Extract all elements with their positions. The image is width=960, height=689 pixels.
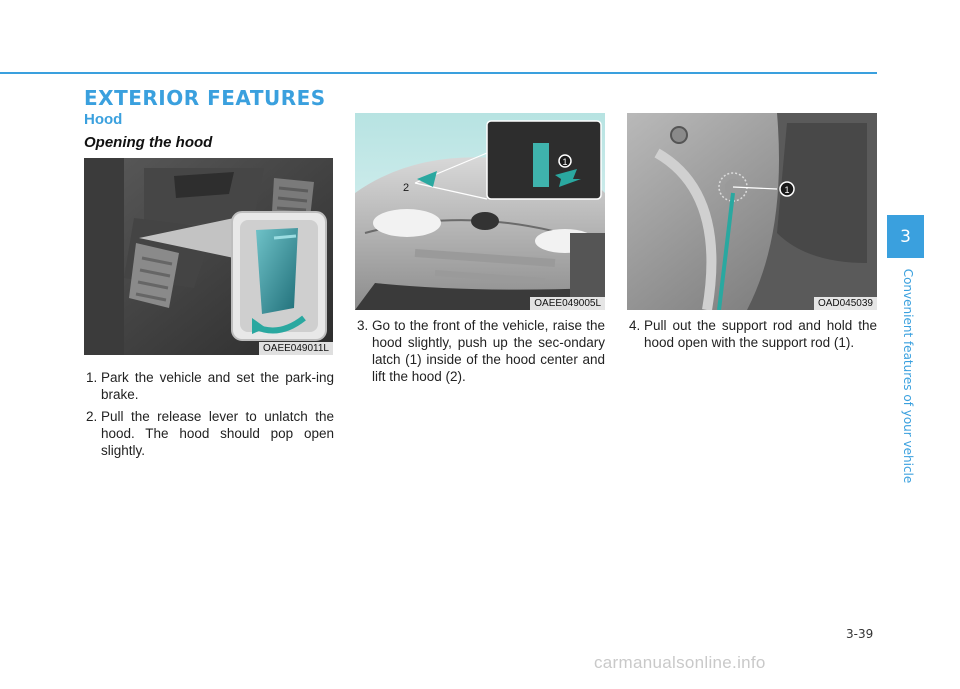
step-item	[629, 317, 877, 351]
callout-1: 1	[784, 185, 790, 195]
steps-column-1	[86, 369, 334, 464]
figure-code: OAEE049005L	[530, 297, 605, 310]
step-text: Pull the release lever to unlatch the hood. The hood should pop open slightly.	[101, 409, 334, 458]
figure-code: OAD045039	[814, 297, 877, 310]
step-item	[86, 369, 334, 403]
step-item	[86, 408, 334, 459]
callout-1: 1	[562, 157, 568, 167]
step-number: 2.	[86, 409, 98, 424]
callout-2: 2	[403, 182, 410, 194]
step-text: Park the vehicle and set the park-ing brake.	[101, 370, 334, 402]
step-text: Go to the front of the vehicle, raise the hood slightly, push up the sec-ondary latch (1) inside of the hood center and lift the hood (2).	[372, 318, 605, 384]
figure-support-rod	[627, 113, 877, 310]
secondary-latch-illustration	[355, 113, 605, 310]
page-number: 3-39	[846, 627, 874, 641]
chapter-tab: 3	[887, 215, 924, 258]
support-rod-illustration	[627, 113, 877, 310]
step-number: 3.	[357, 318, 369, 333]
steps-column-3	[629, 317, 877, 356]
steps-column-2	[357, 317, 605, 390]
chapter-title: Convenient features of your vehicle	[901, 268, 915, 484]
watermark: carmanualsonline.info	[594, 653, 766, 672]
step-number: 1.	[86, 370, 98, 385]
subheading: Opening the hood	[84, 134, 213, 151]
figure-secondary-latch	[355, 113, 605, 310]
release-lever-illustration	[84, 158, 333, 355]
step-text: Pull out the support rod and hold the hood open with the support rod (1).	[644, 318, 877, 350]
subsection-title: Hood	[84, 111, 123, 128]
step-number: 4.	[629, 318, 641, 333]
figure-release-lever	[84, 158, 333, 355]
step-item	[357, 317, 605, 385]
figure-code: OAEE049011L	[259, 342, 333, 355]
top-rule	[0, 72, 877, 74]
section-title: EXTERIOR FEATURES	[84, 86, 326, 110]
